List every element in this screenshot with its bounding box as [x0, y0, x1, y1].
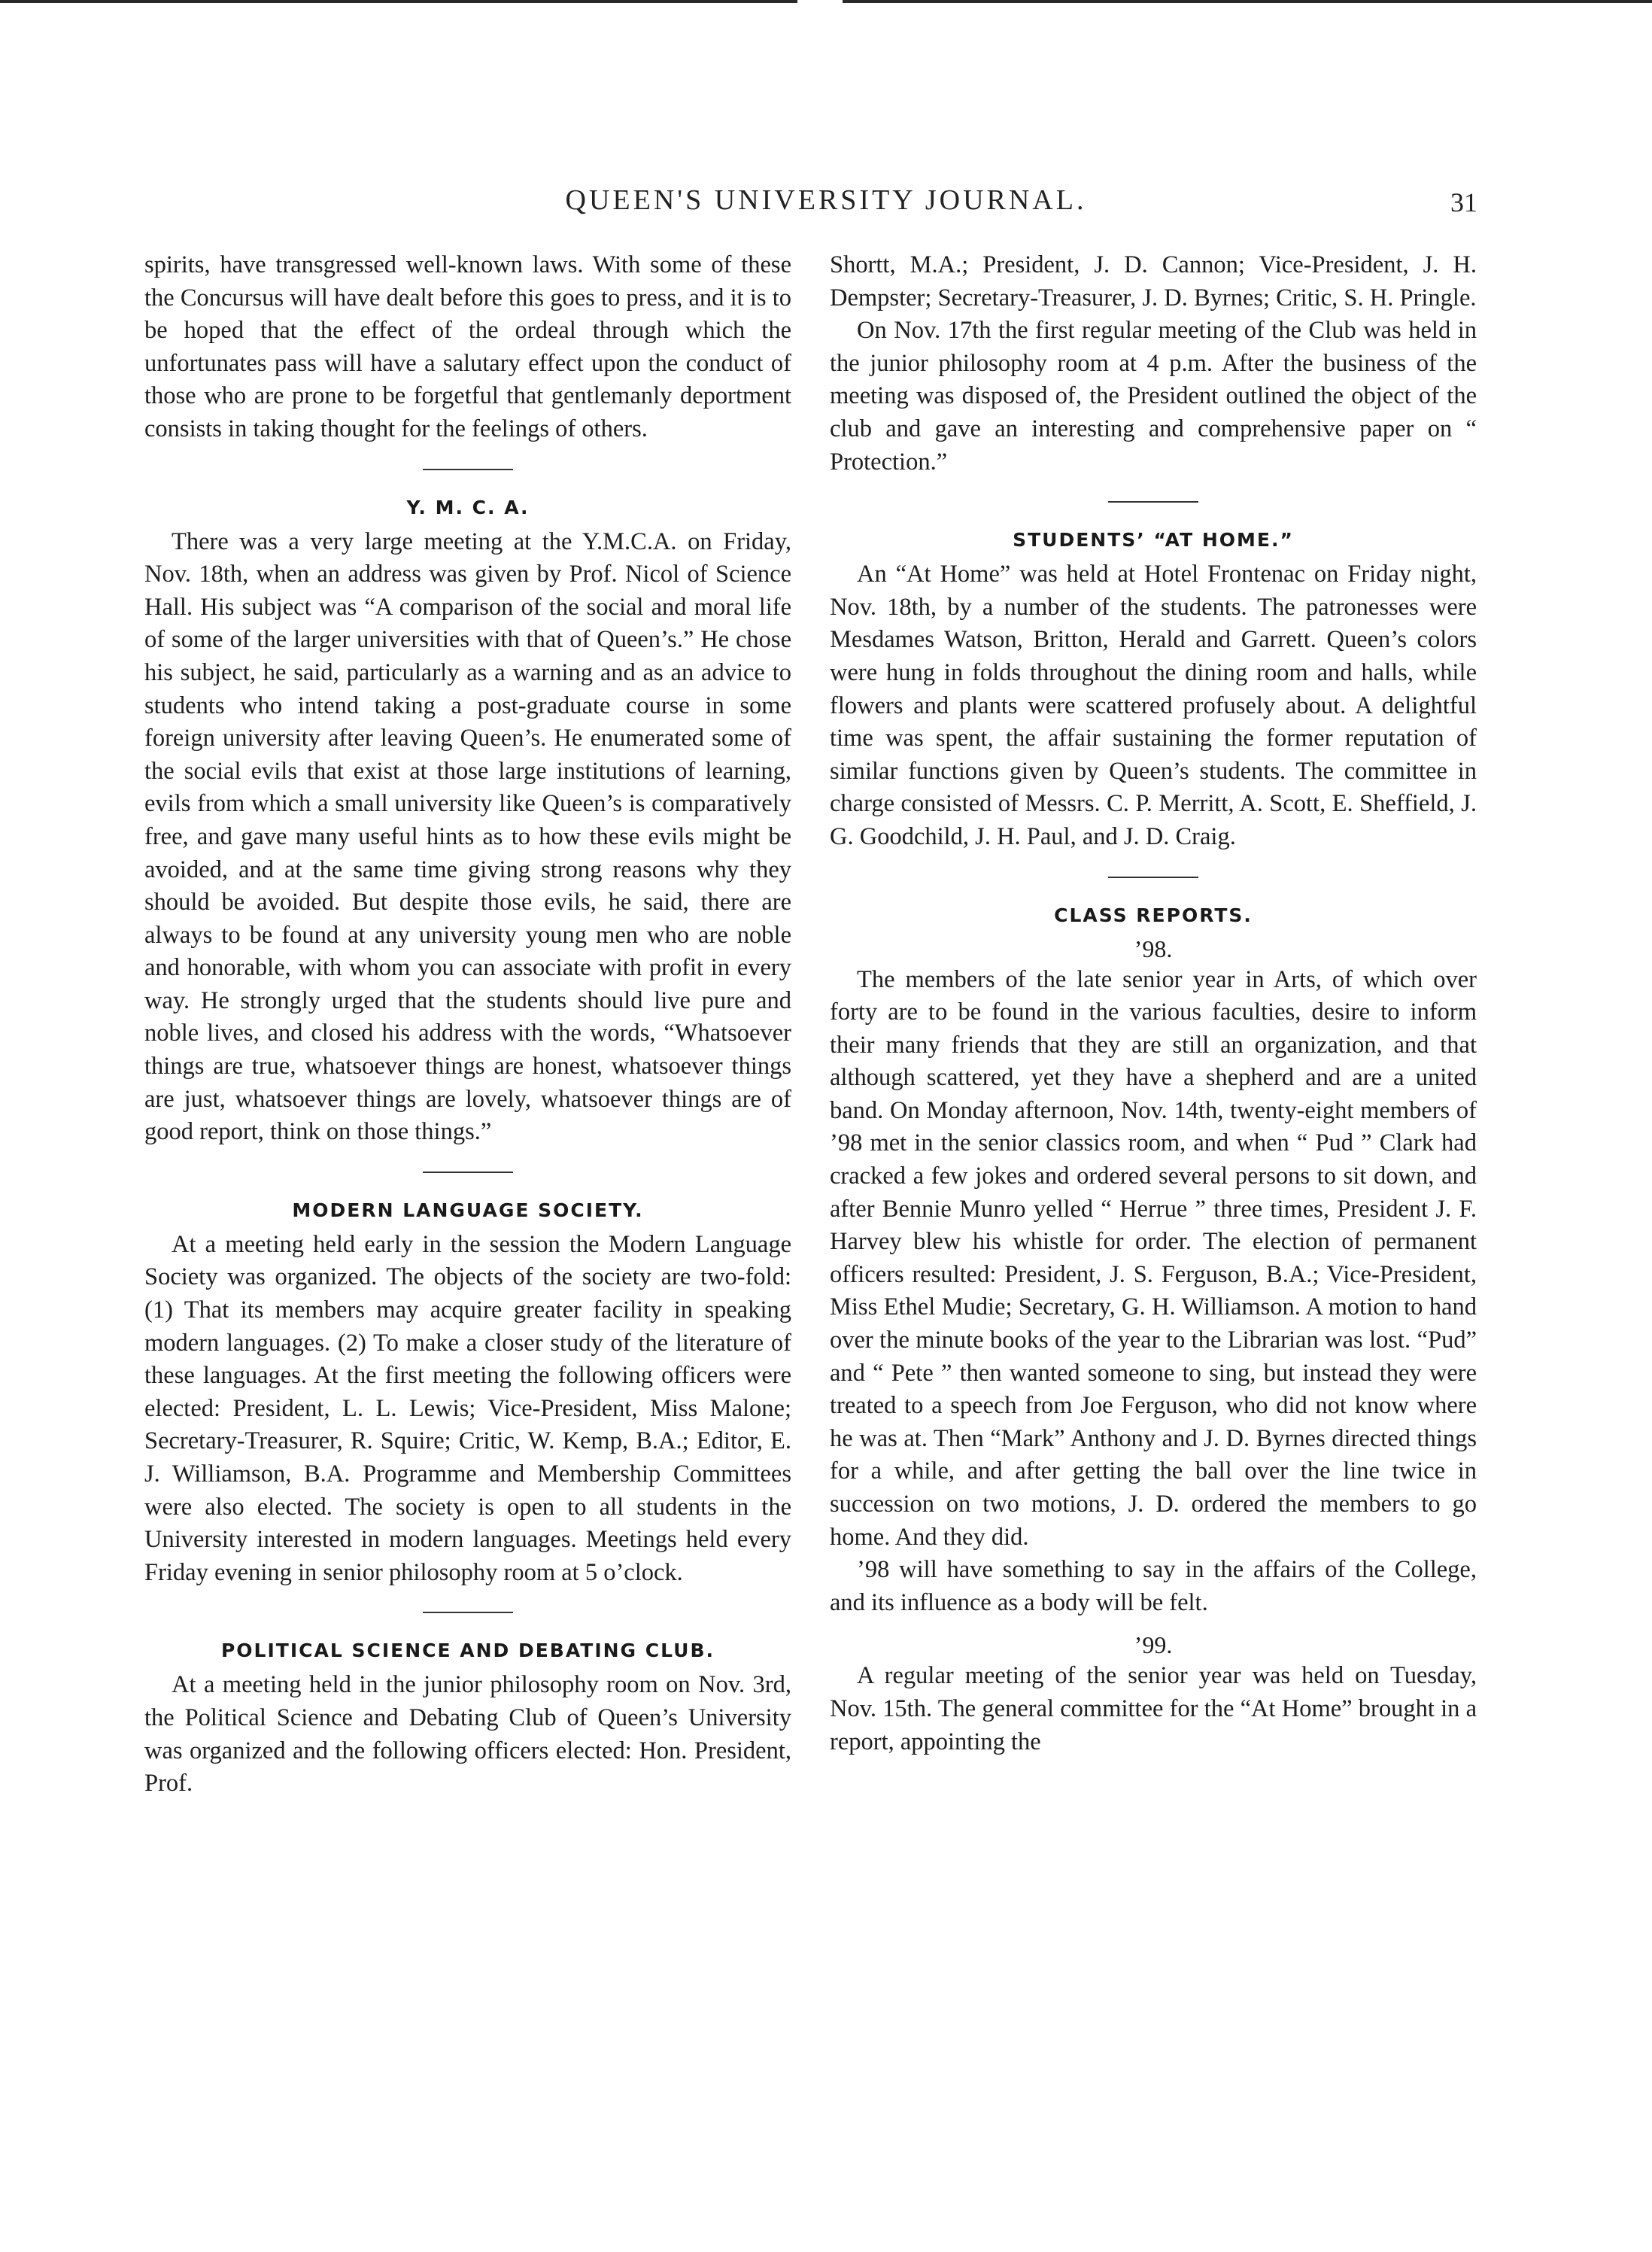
- section-divider: [1108, 877, 1198, 878]
- at-home-heading: STUDENTS’ “AT HOME.”: [1013, 529, 1294, 552]
- right-column: [830, 249, 1477, 1758]
- modern-language-heading: MODERN LANGUAGE SOCIETY.: [292, 1199, 644, 1221]
- running-title: QUEEN'S UNIVERSITY JOURNAL.: [565, 184, 1087, 216]
- intro-paragraph: spirits, have transgressed well-known laws. With some of these the Concursus will have dealt before this goes to press, and it is to be hoped that the effect of the ordeal through which the unfortunates pass will have a salutary effect upon the conduct of those who are prone to be forgetful that gentlemanly deportment consists in taking thought for the feelings of others.: [144, 251, 791, 442]
- section-divider: [1108, 501, 1198, 503]
- ymca-paragraph: There was a very large meeting at the Y.M.C.A. on Friday, Nov. 18th, when an address was given by Prof. Nicol of Science Hall. His subject was “A comparison of the social and moral life of some of the larger universities with that of Queen’s.” He chose his subject, he said, particularly as a warning and as an advice to students who intend taking a post-graduate course in some foreign university after leaving Queen’s. He enumerated some of the social evils that exist at those large institutions of learning, evils from which a small university like Queen’s is comparatively free, and gave many useful hints as to how these evils might be avoided, and at the same time giving strong reasons why they should be avoided. But despite those evils, he said, there are always to be found at any university young men who are noble and honorable, with whom you can associate with profit in every way. He strongly urged that the students should live pure and noble lives, and closed his address with the words, “Whatsoever things are true, whatsoever things are honest, whatsoever things are just, whatsoever things are lovely, whatsoever things are of good report, think on those things.”: [144, 527, 791, 1146]
- section-divider: [423, 1172, 513, 1173]
- page-number: 31: [1450, 187, 1477, 217]
- left-column: [144, 249, 791, 1801]
- class-reports-heading: CLASS REPORTS.: [1054, 904, 1253, 926]
- modern-language-paragraph: At a meeting held early in the session the Modern Language Society was organized. The objects of the society are two-fold: (1) That its members may acquire greater facility in speaking modern languages. (2) To make a closer study of the literature of these languages. At the first meeting the following officers were elected: President, L. L. Lewis; Vice-President, Miss Malone; Secretary-Treasurer, R. Squire; Critic, W. Kemp, B.A.; Editor, E. J. Williamson, B.A. Programme and Membership Committees were also elected. The society is open to all students in the University interested in modern languages. Meetings held every Friday evening in senior philosophy room at 5 o’clock.: [144, 1230, 791, 1586]
- political-science-heading: POLITICAL SCIENCE AND DEBATING CLUB.: [220, 1640, 715, 1662]
- political-science-paragraph: At a meeting held in the junior philosophy room on Nov. 3rd, the Political Science and Debating Club of Queen’s University was organized and the following officers elected: Hon. President, Prof.: [144, 1671, 791, 1798]
- political-science-meeting-paragraph: On Nov. 17th the first regular meeting of the Club was held in the junior philosophy room at 4 p.m. After the business of the meeting was disposed of, the President outlined the object of the club and gave an interesting and comprehensive paper on “ Protection.”: [830, 317, 1477, 476]
- at-home-paragraph: An “At Home” was held at Hotel Frontenac on Friday night, Nov. 18th, by a number of the students. The patronesses were Mesdames Watson, Britton, Herald and Garrett. Queen’s colors were hung in folds throughout the dining room and halls, while flowers and plants were scattered profusely about. A delightful time was spent, the affair sustaining the former reputation of similar functions given by Queen’s students. The committee in charge consisted of Messrs. C. P. Merritt, A. Scott, E. Sheffield, J. G. Goodchild, J. H. Paul, and J. D. Craig.: [830, 561, 1477, 850]
- top-border-gap: [797, 0, 843, 4]
- year-99-subheading: ’99.: [1134, 1631, 1173, 1659]
- class-99-paragraph: A regular meeting of the senior year was held on Tuesday, Nov. 15th. The general committee for the “At Home” brought in a report, appointing the: [830, 1662, 1477, 1755]
- class-98-closing-paragraph: ’98 will have something to say in the affairs of the College, and its influence as a body will be felt.: [830, 1556, 1477, 1616]
- ymca-heading: Y. M. C. A.: [406, 496, 530, 518]
- political-science-continuation: Shortt, M.A.; President, J. D. Cannon; Vice-President, J. H. Dempster; Secretary-Treasurer, J. D. Byrnes; Critic, S. H. Pringle.: [830, 251, 1477, 312]
- class-98-paragraph: The members of the late senior year in Arts, of which over forty are to be found in the various faculties, desire to inform their many friends that they are still an organization, and that although scattered, yet they have a shepherd and are a united band. On Monday afternoon, Nov. 14th, twenty-eight members of ’98 met in the senior classics room, and when “ Pud ” Clark had cracked a few jokes and ordered several persons to sit down, and after Bennie Munro yelled “ Herrue ” three times, President J. F. Harvey blew his whistle for order. The election of permanent officers resulted: President, J. S. Ferguson, B.A.; Vice-President, Miss Ethel Mudie; Secretary, G. H. Williamson. A motion to hand over the minute books of the year to the Librarian was lost. “Pud” and “ Pete ” then wanted someone to sing, but instead they were treated to a speech from Joe Ferguson, who did not know where he was at. Then “Mark” Anthony and J. D. Byrnes directed things for a while, and after getting the ball over the line twice in succession on two motions, J. D. ordered the members to go home. And they did.: [830, 965, 1477, 1551]
- year-98-subheading: ’98.: [1134, 935, 1173, 962]
- section-divider: [423, 1612, 513, 1613]
- section-divider: [423, 469, 513, 470]
